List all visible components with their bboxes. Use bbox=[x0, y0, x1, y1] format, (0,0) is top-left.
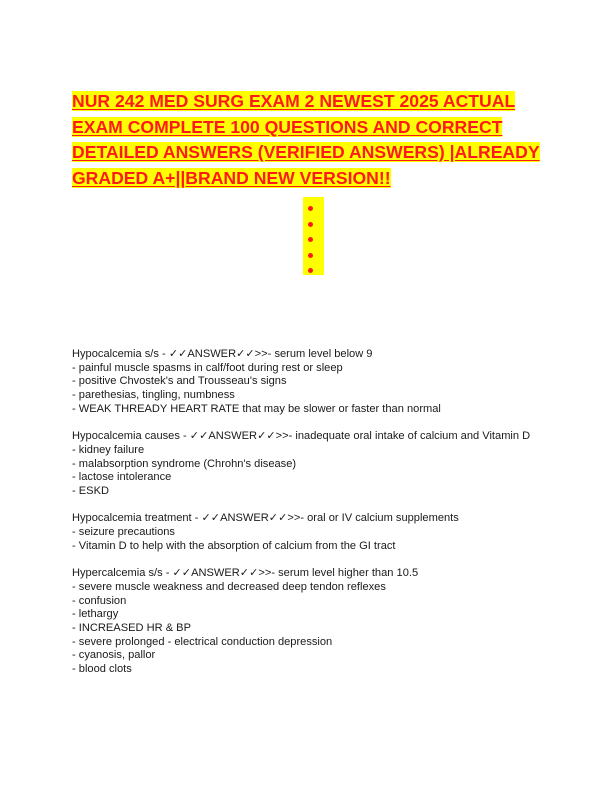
entry-answer: serum level higher than 10.5 bbox=[278, 567, 419, 580]
entry-line: - WEAK THREADY HEART RATE that may be slower or faster than normal bbox=[72, 402, 441, 415]
bullet-icon bbox=[308, 268, 313, 273]
qa-entry bbox=[72, 567, 542, 677]
entry-term: Hypercalcemia s/s - bbox=[72, 567, 170, 580]
entry-line: - severe muscle weakness and decreased deep tendon reflexes bbox=[72, 580, 386, 593]
bullet-icon bbox=[308, 206, 313, 211]
entry-line: - lactose intolerance bbox=[72, 471, 172, 484]
qa-entry bbox=[72, 430, 542, 499]
qa-entry bbox=[72, 348, 542, 417]
entry-heading bbox=[72, 348, 542, 362]
entry-line: - parethesias, tingling, numbness bbox=[72, 389, 235, 402]
entry-line: - cyanosis, pallor bbox=[72, 649, 156, 662]
entry-line: - blood clots bbox=[72, 663, 132, 676]
entry-line: - seizure precautions bbox=[72, 526, 175, 539]
answer-marker: ✓✓ANSWER✓✓>>- bbox=[201, 512, 305, 525]
entry-line: - Vitamin D to help with the absorption of calcium from the GI tract bbox=[72, 539, 396, 552]
qa-entry bbox=[72, 512, 542, 553]
title-line: EXAM COMPLETE 100 QUESTIONS AND CORRECT bbox=[72, 116, 503, 137]
bullet-icon bbox=[308, 253, 313, 258]
bullet-icon bbox=[308, 222, 313, 227]
entry-line: - lethargy bbox=[72, 608, 119, 621]
entry-answer: inadequate oral intake of calcium and Vitamin D bbox=[295, 430, 531, 443]
bullet-icon bbox=[308, 237, 313, 242]
entry-heading bbox=[72, 430, 542, 444]
document-title bbox=[72, 89, 542, 191]
entry-answer: serum level below 9 bbox=[274, 348, 373, 360]
answer-marker: ✓✓ANSWER✓✓>>- bbox=[168, 348, 272, 360]
title-line: GRADED A+||BRAND NEW VERSION!! bbox=[72, 167, 391, 188]
entry-line: - severe prolonged - electrical conduction depression bbox=[72, 635, 333, 648]
entry-line: - INCREASED HR & BP bbox=[72, 622, 191, 635]
entry-heading bbox=[72, 512, 542, 526]
entry-heading bbox=[72, 567, 542, 581]
entry-term: Hypocalcemia s/s - bbox=[72, 348, 166, 360]
title-line: NUR 242 MED SURG EXAM 2 NEWEST 2025 ACTUAL bbox=[72, 91, 516, 111]
answer-marker: ✓✓ANSWER✓✓>>- bbox=[189, 430, 293, 443]
entry-line: - ESKD bbox=[72, 485, 109, 498]
entry-line: - kidney failure bbox=[72, 443, 145, 456]
entry-answer: oral or IV calcium supplements bbox=[307, 512, 459, 525]
entry-term: Hypocalcemia treatment - bbox=[72, 512, 199, 525]
title-line: DETAILED ANSWERS (VERIFIED ANSWERS) |ALREADY bbox=[72, 142, 540, 162]
entry-line: - positive Chvostek's and Trousseau's signs bbox=[72, 375, 287, 388]
entry-line: - painful muscle spasms in calf/foot during rest or sleep bbox=[72, 361, 343, 374]
entry-line: - malabsorption syndrome (Chrohn's disease) bbox=[72, 457, 297, 470]
entry-line: - confusion bbox=[72, 594, 127, 607]
answer-marker: ✓✓ANSWER✓✓>>- bbox=[172, 567, 276, 580]
qa-entries bbox=[72, 348, 542, 691]
bullet-list-highlight bbox=[303, 197, 324, 275]
entry-term: Hypocalcemia causes - bbox=[72, 430, 187, 443]
